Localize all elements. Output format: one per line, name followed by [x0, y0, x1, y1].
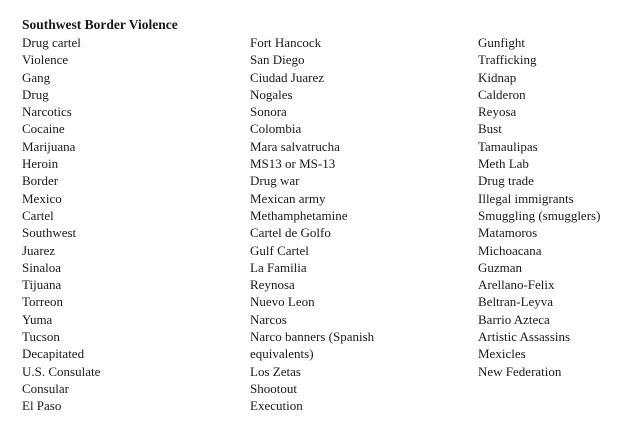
keyword-item: Meth Lab [478, 156, 529, 172]
keyword-item: Trafficking [478, 52, 537, 68]
keyword-item: Sinaloa [22, 259, 61, 275]
keyword-item: equivalents) [250, 346, 314, 362]
keyword-item: Ciudad Juarez [250, 69, 325, 85]
keyword-item: Guzman [478, 259, 523, 275]
keyword-item: Calderon [478, 86, 526, 102]
keyword-item: Gang [22, 69, 51, 85]
keyword-item: San Diego [250, 52, 305, 68]
keyword-item: Shootout [250, 380, 297, 396]
keyword-item: La Familia [250, 259, 307, 275]
keyword-item: Los Zetas [250, 363, 301, 379]
keyword-item: Illegal immigrants [478, 190, 574, 206]
keyword-item: Heroin [22, 156, 59, 172]
keyword-item: Tamaulipas [478, 138, 538, 154]
keyword-item: Colombia [250, 121, 302, 137]
keyword-item: Mexican army [250, 190, 326, 206]
keyword-item: Michoacana [478, 242, 542, 258]
keyword-item: Methamphetamine [250, 207, 348, 223]
keyword-item: MS13 or MS-13 [250, 156, 336, 172]
keyword-item: Fort Hancock [250, 35, 322, 50]
keyword-item: Matamoros [478, 225, 538, 241]
keyword-item: Juarez [22, 242, 56, 258]
keyword-item: Drug cartel [22, 35, 81, 50]
keyword-item: Reynosa [250, 277, 295, 293]
keyword-item: Drug war [250, 173, 300, 189]
keyword-item: Cocaine [22, 121, 65, 137]
keyword-item: Bust [478, 121, 502, 137]
keyword-item: Nuevo Leon [250, 294, 315, 310]
keyword-item: Torreon [22, 294, 63, 310]
keyword-column-2 [250, 34, 450, 415]
keyword-item: Drug [22, 86, 49, 102]
keyword-item: Gulf Cartel [250, 242, 309, 258]
keyword-item: Nogales [250, 86, 293, 102]
keyword-item: Border [22, 173, 59, 189]
keyword-item: Sonora [250, 104, 287, 120]
keyword-item: Narco banners (Spanish [250, 329, 375, 345]
keyword-item: Cartel [22, 207, 54, 223]
keyword-item: Arellano-Felix [478, 277, 555, 293]
keyword-item: Smuggling (smugglers) [478, 207, 601, 223]
keyword-item: Mara salvatrucha [250, 138, 340, 154]
keyword-item: Beltran-Leyva [478, 294, 554, 310]
keyword-item: Barrio Azteca [478, 311, 550, 327]
keyword-item: Southwest [22, 225, 77, 241]
keyword-item: Execution [250, 398, 303, 414]
keyword-column-3 [478, 34, 638, 380]
keyword-item: Cartel de Golfo [250, 225, 331, 241]
keyword-column-1 [22, 34, 222, 415]
keyword-item: Tijuana [22, 277, 62, 293]
document-heading: Southwest Border Violence [22, 17, 178, 32]
keyword-item: Narcotics [22, 104, 72, 120]
keyword-item: New Federation [478, 363, 562, 379]
keyword-item: Mexico [22, 190, 62, 206]
keyword-item: Consular [22, 380, 69, 396]
keyword-item: Gunfight [478, 35, 525, 50]
keyword-item: U.S. Consulate [22, 363, 101, 379]
keyword-item: Reyosa [478, 104, 517, 120]
keyword-item: Tucson [22, 329, 60, 345]
keyword-item: Narcos [250, 311, 287, 327]
keyword-item: Yuma [22, 311, 53, 327]
keyword-item: Mexicles [478, 346, 526, 362]
keyword-item: Violence [22, 52, 69, 68]
keyword-item: Kidnap [478, 69, 517, 85]
keyword-item: Drug trade [478, 173, 534, 189]
keyword-item: Decapitated [22, 346, 85, 362]
keyword-item: El Paso [22, 398, 62, 414]
keyword-item: Marijuana [22, 138, 76, 154]
keyword-item: Artistic Assassins [478, 329, 571, 345]
